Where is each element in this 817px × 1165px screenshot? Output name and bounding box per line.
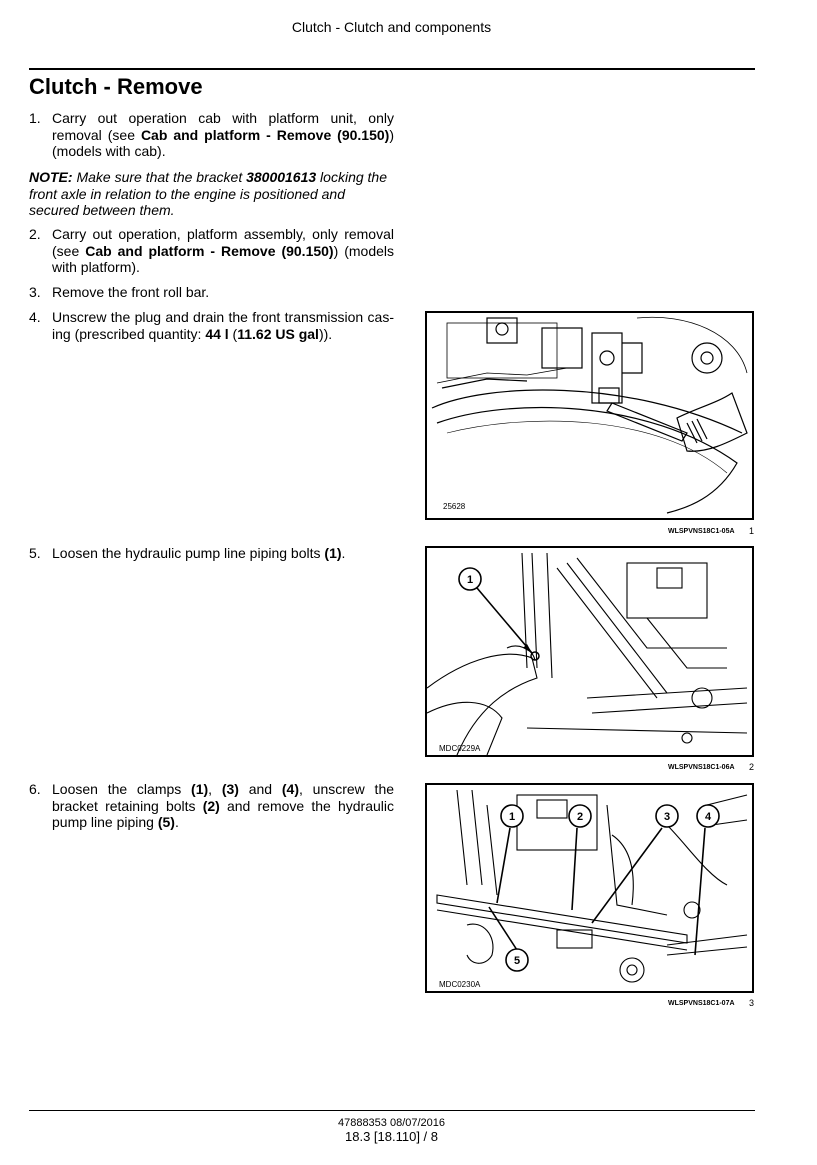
figure-1-code: WLSPVNS18C1-05A	[668, 528, 735, 535]
figure-image-id: MDC0230A	[439, 980, 481, 989]
figure-2-number: 2	[749, 762, 755, 772]
step-text: .	[341, 545, 346, 561]
step-text: ) (models with platform).	[52, 242, 395, 275]
figure-2-code: WLSPVNS18C1-06A	[668, 764, 735, 771]
header-rule	[29, 68, 755, 70]
step-reference: (1)	[191, 781, 209, 797]
note-text: locking the front axle in relation to the engine is positioned and secured between them.	[29, 169, 387, 218]
step-reference: Cab and platform - Remove (90.150)	[85, 242, 334, 259]
step-number: 6.	[29, 781, 41, 797]
figure-3-illustration	[427, 785, 752, 991]
step-text: Carry out operation, platform assembly, only removal (see	[52, 226, 394, 259]
step-text: Loosen the clamps	[52, 781, 192, 797]
step-text: (	[228, 325, 238, 342]
step-2	[29, 226, 394, 276]
step-quantity: 11.62 US gal	[237, 325, 319, 342]
step-text: ) (models with cab).	[52, 126, 394, 159]
step-number: 5.	[29, 545, 41, 561]
step-text: ,	[208, 781, 222, 797]
step-text: , unscrew the bracket retaining bolts	[52, 781, 395, 814]
step-5	[29, 545, 394, 562]
callout-1-leader	[497, 828, 510, 903]
step-text: Remove the front roll bar.	[52, 284, 210, 300]
step-1	[29, 110, 394, 160]
step-number: 2.	[29, 226, 41, 242]
figure-2-pump-line-bolts	[425, 546, 754, 757]
footer-page-number: 18.3 [18.110] / 8	[345, 1129, 438, 1144]
step-6	[29, 781, 394, 831]
figure-3-number: 3	[749, 998, 755, 1008]
callout-4-leader	[695, 828, 705, 955]
step-text: and remove the hydraulic pump line piping	[52, 797, 394, 830]
figure-1-drain-plug	[425, 311, 754, 520]
step-reference: Cab and platform - Remove (90.150)	[140, 126, 390, 143]
step-number: 1.	[29, 110, 41, 126]
figure-1-number: 1	[749, 526, 755, 536]
step-text: .	[174, 814, 179, 830]
figure-2-illustration	[427, 548, 752, 755]
callout-3-label: 3	[663, 811, 671, 823]
figure-image-id: MDC0229A	[439, 744, 481, 753]
note-part-number: 380001613	[246, 169, 317, 185]
step-text: Carry out operation cab with platform unit, only removal (see	[52, 110, 394, 143]
callout-2-leader	[572, 828, 577, 910]
step-text: and	[238, 781, 282, 797]
step-4	[29, 309, 394, 342]
step-3	[29, 284, 394, 301]
footer-doc-id: 47888353 08/07/2016	[337, 1117, 446, 1129]
step-text: Unscrew the plug and drain the front transmission cas-ing (prescribed quantity:	[52, 309, 394, 342]
footer-rule	[29, 1110, 755, 1111]
note	[29, 169, 394, 219]
step-reference: (2)	[202, 797, 220, 814]
figure-image-id: 25628	[443, 502, 466, 511]
figure-1-illustration	[427, 313, 752, 518]
callout-1-label: 1	[508, 811, 516, 823]
step-reference: (4)	[281, 781, 299, 797]
step-text: )).	[318, 325, 333, 342]
callout-1-label: 1	[466, 574, 474, 586]
figure-3-pump-line-piping	[425, 783, 754, 993]
step-text: Loosen the hydraulic pump line piping bolts	[52, 545, 325, 561]
step-quantity: 44 l	[205, 325, 229, 342]
note-text: Make sure that the bracket	[72, 169, 247, 185]
callout-4-label: 4	[704, 811, 712, 823]
step-reference: (3)	[221, 781, 239, 797]
note-label: NOTE:	[29, 169, 73, 185]
step-reference: (5)	[157, 814, 175, 830]
step-number: 4.	[29, 309, 41, 325]
callout-3-leader	[592, 828, 662, 923]
step-reference: (1)	[324, 545, 342, 561]
callout-5-label: 5	[513, 955, 521, 967]
section-title: Clutch - Remove	[29, 74, 203, 99]
page-header-title: Clutch - Clutch and components	[291, 19, 492, 35]
figure-3-code: WLSPVNS18C1-07A	[668, 1000, 735, 1007]
callout-2-label: 2	[576, 811, 584, 823]
step-number: 3.	[29, 284, 41, 300]
